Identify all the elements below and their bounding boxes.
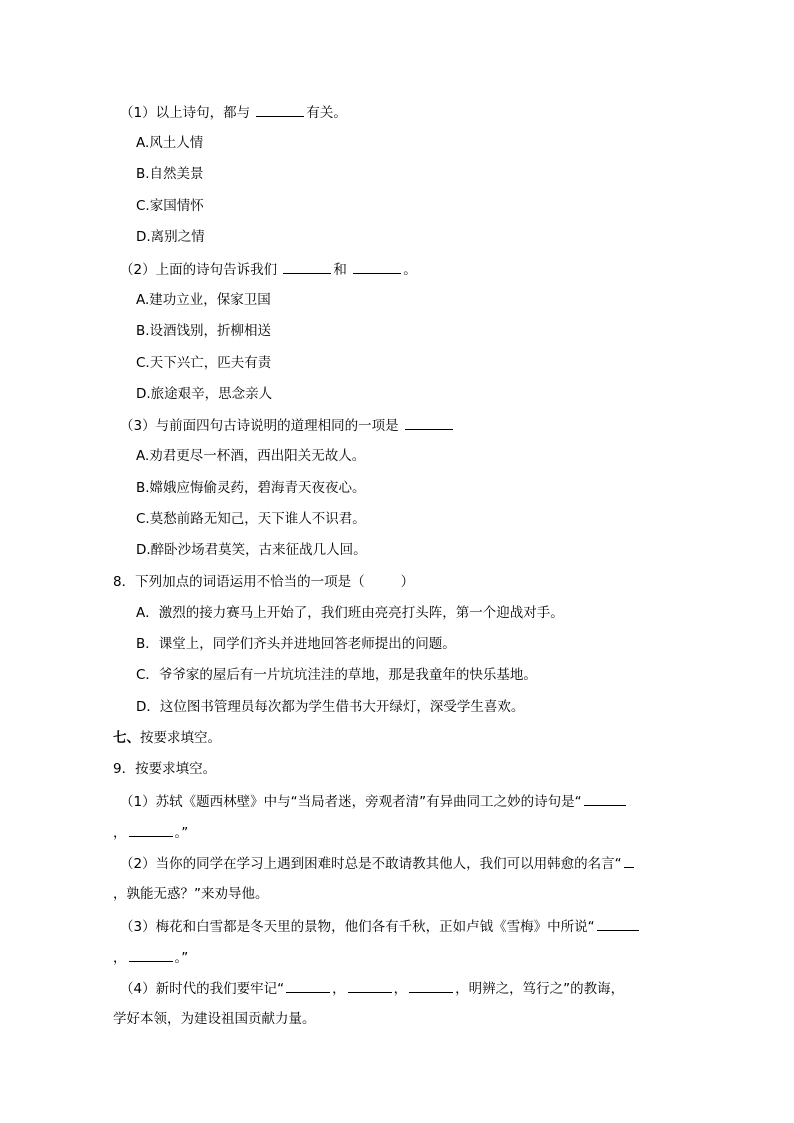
q9-sub2-line2: ，孰能无惑？”来劝导他。 <box>113 886 269 902</box>
q8-option-c: C．爷爷家的屋后有一片坑坑洼洼的草地，那是我童年的快乐基地。 <box>136 667 537 683</box>
q7-sub1-option-c: C.家国情怀 <box>136 198 204 214</box>
answer-blank[interactable] <box>624 853 634 868</box>
q7-sub3-option-b: B.嫦娥应悔偷灵药，碧海青天夜夜心。 <box>136 480 366 496</box>
section-number: 七、 <box>113 730 140 746</box>
q7-sub2-prompt <box>120 259 417 280</box>
q8-stem <box>113 572 414 592</box>
prompt-text: ， <box>113 825 127 841</box>
answer-blank[interactable] <box>286 978 330 993</box>
q7-sub2-option-d: D.旅途艰辛，思念亲人 <box>136 386 273 402</box>
prompt-text: （3）与前面四句古诗说明的道理相同的一项是 <box>120 418 403 434</box>
q8-option-b: B．课堂上，同学们齐头并进地回答老师提出的问题。 <box>136 636 456 652</box>
q7-sub1-option-d: D.离别之情 <box>136 229 205 245</box>
prompt-text: （4）新时代的我们要牢记“ <box>120 981 285 997</box>
q9-sub1-line1 <box>120 791 628 812</box>
answer-blank[interactable] <box>129 947 173 962</box>
prompt-text: ，明辨之，笃行之”的教诲， <box>455 981 625 997</box>
answer-blank[interactable] <box>283 259 331 274</box>
q9-stem: 9．按要求填空。 <box>113 761 217 777</box>
stem-text: ） <box>400 574 415 590</box>
q7-sub2-option-c: C.天下兴亡，匹夫有责 <box>136 355 272 371</box>
q7-sub1-option-b: B.自然美景 <box>136 166 204 182</box>
answer-blank[interactable] <box>597 916 639 931</box>
q7-sub3-prompt <box>120 415 455 436</box>
q8-option-d: D．这位图书管理员每次都为学生借书大开绿灯，深受学生喜欢。 <box>136 699 525 715</box>
q7-sub1-option-a: A.风土人情 <box>136 135 204 151</box>
section-heading <box>113 728 221 748</box>
q9-sub2-line1 <box>120 853 636 874</box>
prompt-text: （1）苏轼《题西林壁》中与“当局者迷，旁观者清”有异曲同工之妙的诗句是“ <box>120 794 582 810</box>
prompt-text: （3）梅花和白雪都是冬天里的景物，他们各有千秋，正如卢钺《雪梅》中所说“ <box>120 919 595 935</box>
stem-text: 8．下列加点的词语运用不恰当的一项是（ <box>113 574 365 590</box>
answer-blank[interactable] <box>409 978 453 993</box>
prompt-text: 有关。 <box>306 105 347 121</box>
prompt-text: 。” <box>174 950 189 966</box>
q9-sub4-line1 <box>120 978 624 999</box>
prompt-text: ， <box>332 981 346 997</box>
prompt-text: （1）以上诗句，都与 <box>120 105 255 121</box>
answer-blank[interactable] <box>584 791 626 806</box>
prompt-text: （2）当你的同学在学习上遇到困难时总是不敢请教其他人，我们可以用韩愈的名言“ <box>120 856 622 872</box>
q8-option-a: A．激烈的接力赛马上开始了，我们班由亮亮打头阵，第一个迎战对手。 <box>136 605 564 621</box>
prompt-text: ， <box>113 950 127 966</box>
q7-sub1-prompt <box>120 102 347 123</box>
answer-blank[interactable] <box>353 259 401 274</box>
q7-sub2-option-a: A.建功立业，保家卫国 <box>136 292 271 308</box>
prompt-text: 。 <box>403 262 417 278</box>
section-title: 按要求填空。 <box>140 730 221 746</box>
q9-sub4-line2: 学好本领，为建设祖国贡献力量。 <box>113 1011 316 1027</box>
answer-blank[interactable] <box>256 102 304 117</box>
prompt-text: 和 <box>333 262 352 278</box>
q9-sub3-line1 <box>120 916 641 937</box>
prompt-text: 。” <box>174 825 189 841</box>
prompt-text: ， <box>393 981 408 997</box>
q9-sub3-line2 <box>113 947 188 968</box>
answer-blank[interactable] <box>405 415 453 430</box>
prompt-text: （2）上面的诗句告诉我们 <box>120 262 282 278</box>
answer-blank[interactable] <box>129 822 173 837</box>
q9-sub1-line2 <box>113 822 188 843</box>
q7-sub3-option-a: A.劝君更尽一杯酒，西出阳关无故人。 <box>136 448 366 464</box>
q7-sub2-option-b: B.设酒饯别，折柳相送 <box>136 323 272 339</box>
q7-sub3-option-c: C.莫愁前路无知己，天下谁人不识君。 <box>136 511 366 527</box>
answer-blank[interactable] <box>348 978 392 993</box>
q7-sub3-option-d: D.醉卧沙场君莫笑，古来征战几人回。 <box>136 542 367 558</box>
